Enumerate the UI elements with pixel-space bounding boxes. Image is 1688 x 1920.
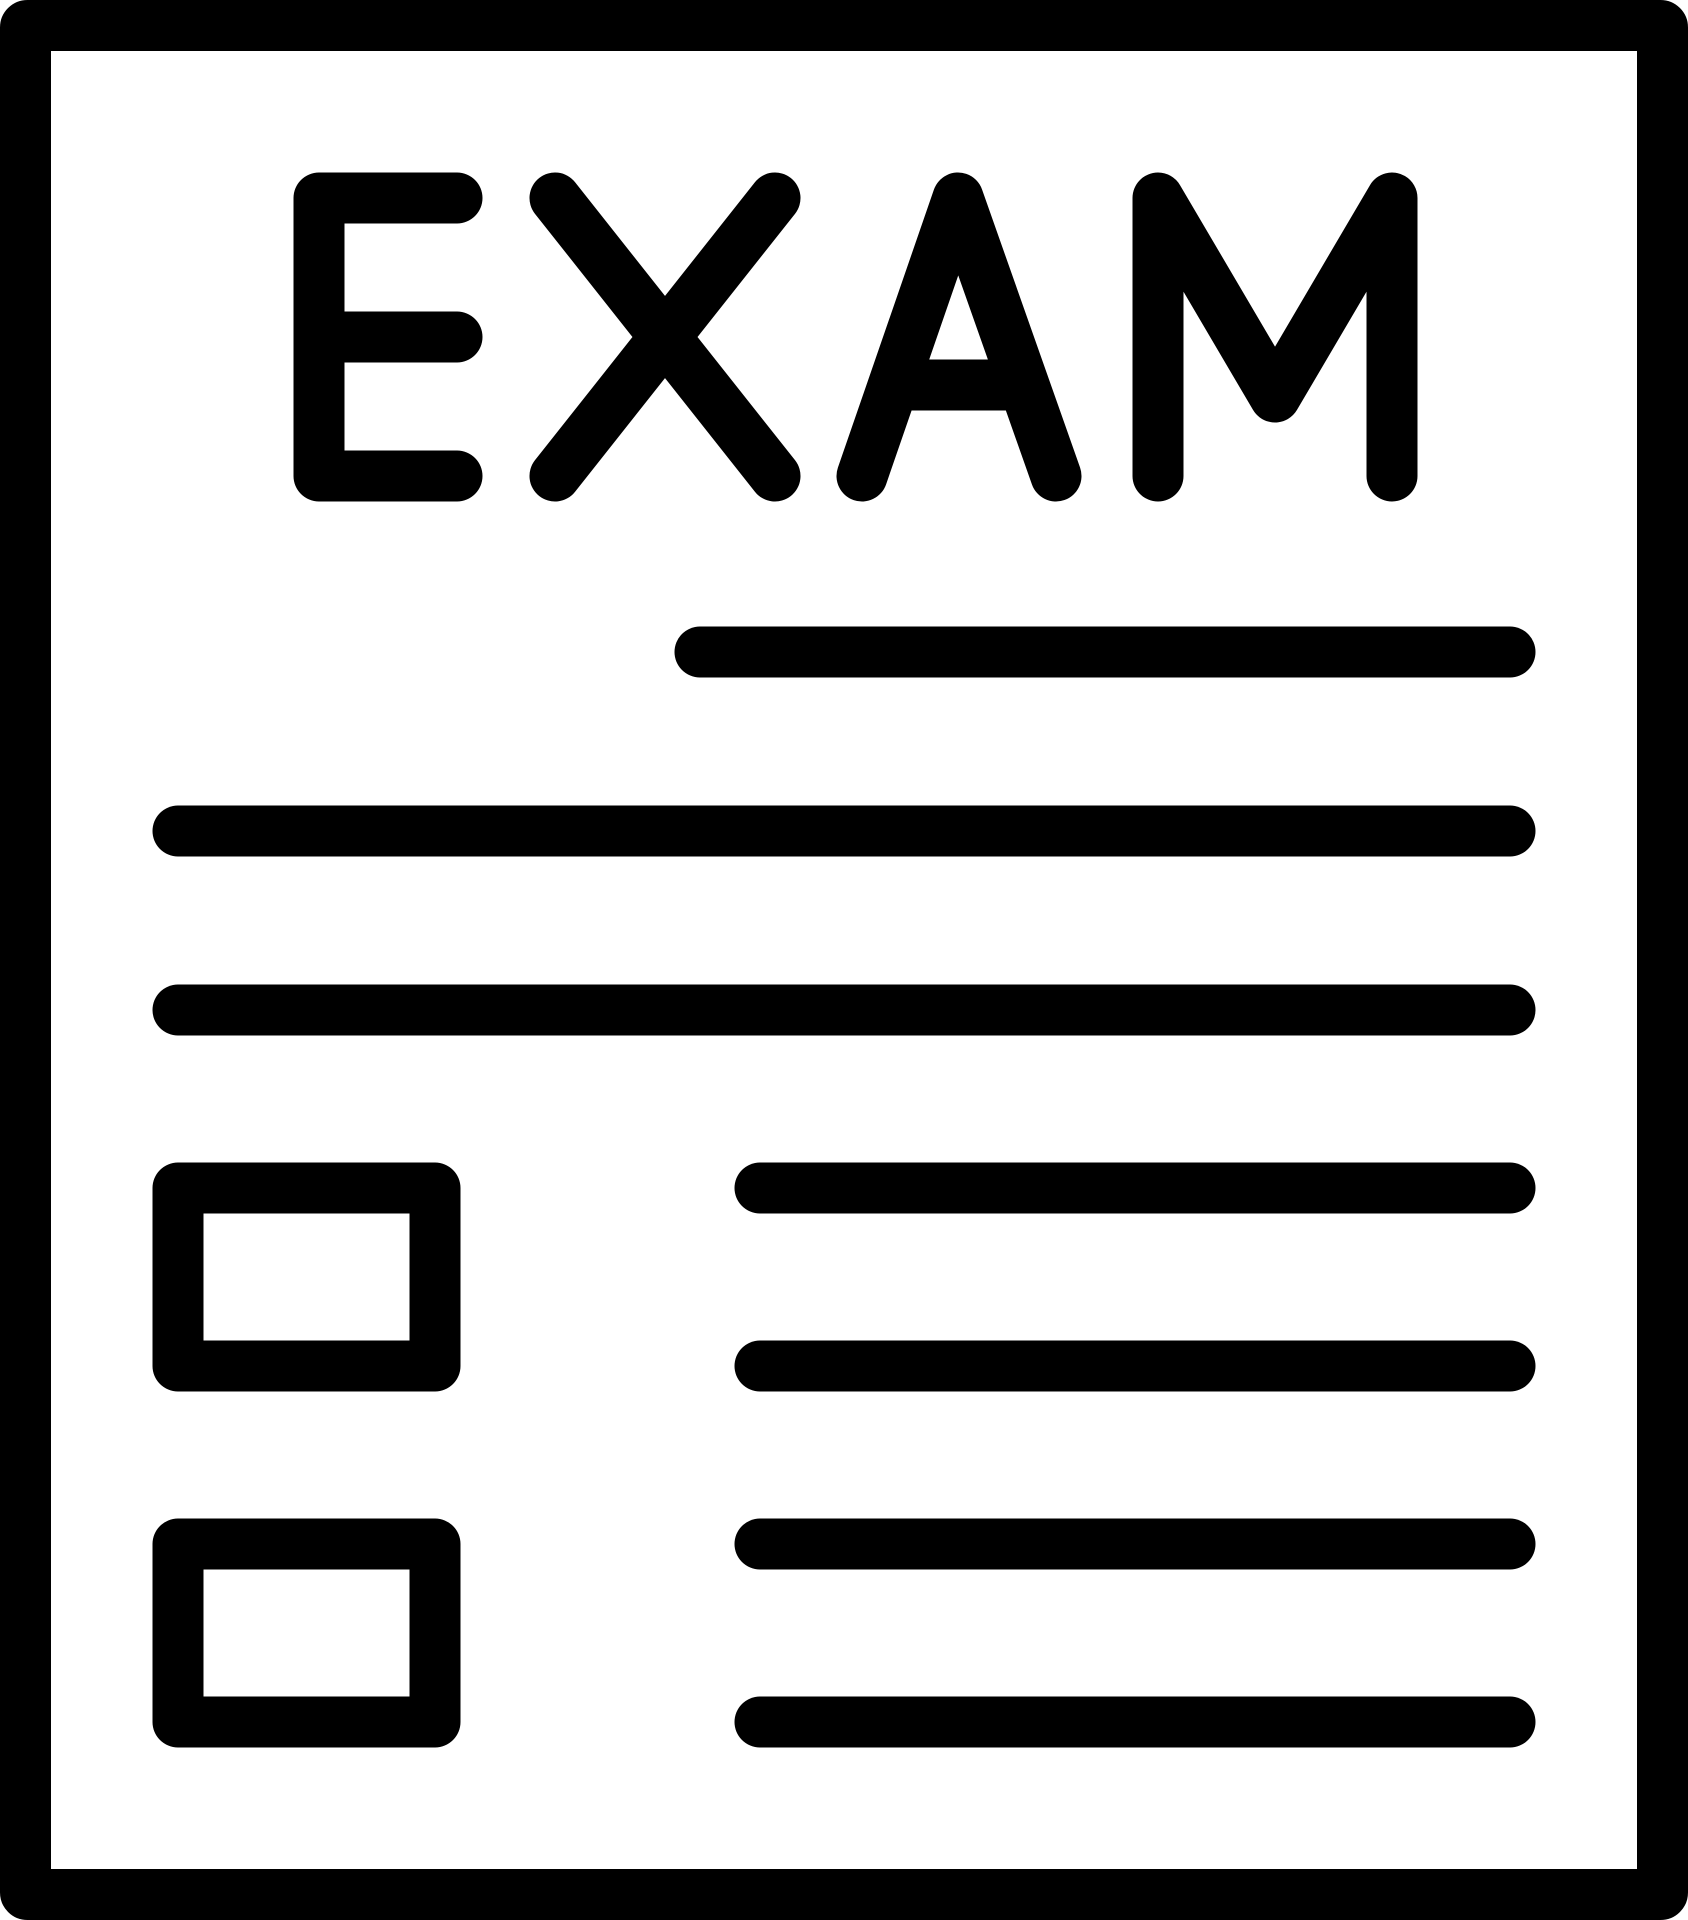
- letter-x-glyph: [555, 198, 775, 476]
- exam-heading: [319, 198, 1392, 476]
- letter-m-glyph: [1158, 198, 1392, 476]
- answer-checkbox-2: [178, 1544, 435, 1722]
- answer-checkbox-1: [178, 1188, 435, 1366]
- letter-a-glyph: [862, 198, 1056, 476]
- letter-e-glyph: [319, 198, 457, 476]
